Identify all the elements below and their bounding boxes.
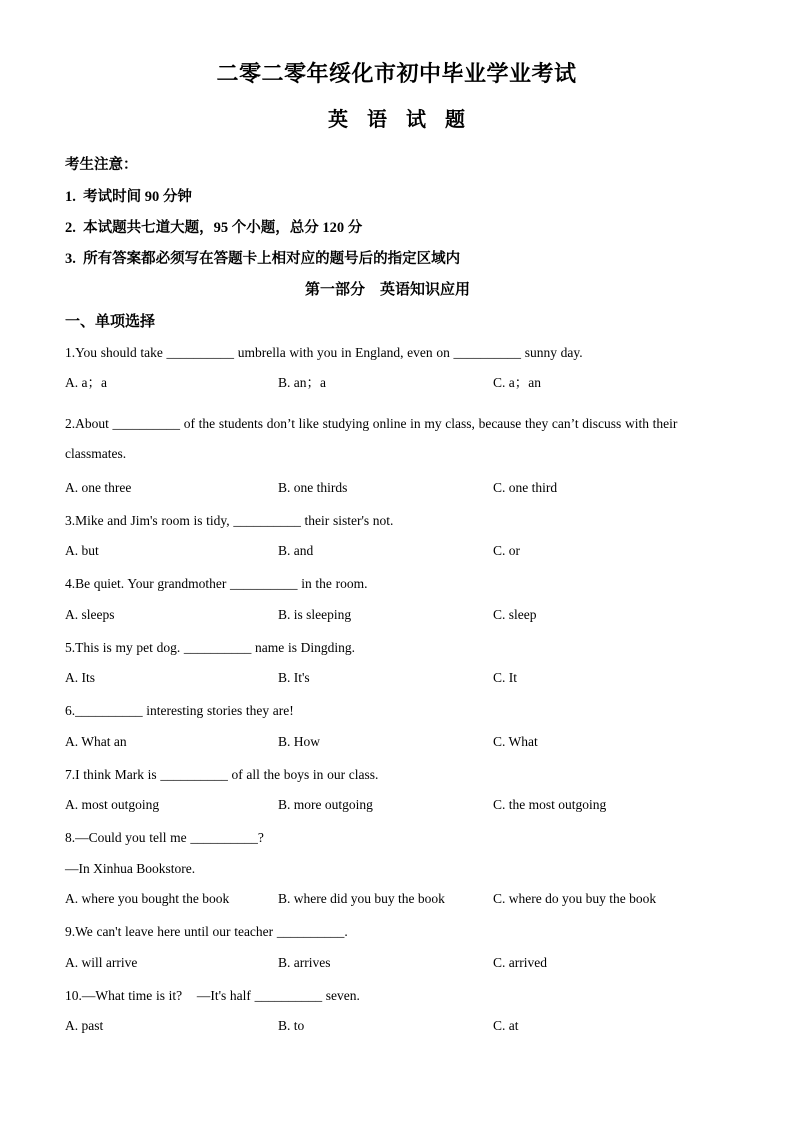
- question-options: [65, 1019, 728, 1033]
- question-item: [65, 831, 728, 906]
- option-b[interactable]: B. is sleeping: [278, 606, 352, 622]
- option-a[interactable]: A. will arrive: [65, 954, 138, 970]
- option-b[interactable]: B. arrives: [278, 954, 331, 970]
- option-c[interactable]: C. What: [493, 733, 538, 749]
- option-b[interactable]: B. and: [278, 543, 314, 559]
- option-b[interactable]: B. one thirds: [278, 479, 348, 495]
- part-one-heading: 第一部分 英语知识应用: [305, 281, 471, 298]
- section-heading-multiple-choice: 一、单项选择: [65, 313, 156, 330]
- option-b[interactable]: B. more outgoing: [278, 797, 373, 813]
- question-options: [65, 798, 728, 812]
- option-a[interactable]: A. but: [65, 543, 99, 559]
- page-subtitle: 英 语 试 题: [328, 109, 472, 132]
- question-stem: 6.__________ interesting stories they are!: [65, 703, 294, 719]
- option-c[interactable]: C. the most outgoing: [493, 797, 607, 813]
- question-stem: 1.You should take __________ umbrella with you in England, even on __________ sunny day.: [65, 344, 583, 360]
- option-a[interactable]: A. where you bought the book: [65, 891, 230, 907]
- option-c[interactable]: C. where do you buy the book: [493, 891, 657, 907]
- question-options: [65, 608, 728, 622]
- question-options: [65, 892, 728, 906]
- question-stem: 7.I think Mark is __________ of all the boys in our class.: [65, 766, 379, 782]
- question-item: [65, 989, 728, 1033]
- option-b[interactable]: B. where did you buy the book: [278, 891, 445, 907]
- question-item: [65, 925, 728, 969]
- question-stem: 5.This is my pet dog. __________ name is Dingding.: [65, 639, 356, 655]
- question-options: [65, 376, 728, 390]
- option-a[interactable]: A. sleeps: [65, 606, 115, 622]
- page-title: 二零二零年绥化市初中毕业学业考试: [216, 61, 577, 86]
- option-c[interactable]: C. one third: [493, 479, 558, 495]
- option-b[interactable]: B. to: [278, 1018, 305, 1034]
- question-stem: 8.—Could you tell me __________?: [65, 830, 264, 846]
- question-list: [65, 346, 728, 1033]
- option-b[interactable]: B. an；a: [278, 375, 326, 391]
- option-a[interactable]: A. one three: [65, 479, 132, 495]
- notice-item-2: 2. 本试题共七道大题，95 个小题，总分 120 分: [65, 219, 363, 236]
- option-b[interactable]: B. How: [278, 733, 321, 749]
- notice-item-1: 1. 考试时间 90 分钟: [65, 188, 192, 205]
- question-options: [65, 956, 728, 970]
- notice-item-3: 3. 所有答案都必须写在答题卡上相对应的题号后的指定区域内: [65, 250, 461, 267]
- option-c[interactable]: C. arrived: [493, 954, 547, 970]
- question-item: [65, 514, 728, 558]
- question-item: [65, 768, 728, 812]
- question-item: [65, 346, 728, 390]
- question-options: [65, 735, 728, 749]
- candidate-notice-block: [65, 158, 728, 266]
- option-c[interactable]: C. a；an: [493, 375, 541, 391]
- question-stem: 4.Be quiet. Your grandmother __________ in the room.: [65, 576, 368, 592]
- question-options: [65, 671, 728, 685]
- option-a[interactable]: A. a；a: [65, 375, 107, 391]
- option-a[interactable]: A. Its: [65, 670, 95, 686]
- option-c[interactable]: C. or: [493, 543, 520, 559]
- option-a[interactable]: A. past: [65, 1018, 104, 1034]
- question-item: [65, 704, 728, 748]
- question-stem: 9.We can't leave here until our teacher __________.: [65, 924, 348, 940]
- question-item: [65, 409, 728, 494]
- option-c[interactable]: C. at: [493, 1018, 519, 1034]
- option-c[interactable]: C. sleep: [493, 606, 537, 622]
- question-item: [65, 641, 728, 685]
- question-stem: 2.About __________ of the students don’t like studying online in my class, because they can’t discuss with their classmates.: [65, 416, 682, 461]
- question-options: [65, 544, 728, 558]
- question-reply-line: —In Xinhua Bookstore.: [65, 860, 196, 876]
- question-options: [65, 481, 728, 495]
- notice-heading: 考生注意：: [65, 157, 138, 174]
- question-stem: 10.—What time is it? —It's half __________ seven.: [65, 987, 360, 1003]
- option-c[interactable]: C. It: [493, 670, 518, 686]
- option-a[interactable]: A. most outgoing: [65, 797, 160, 813]
- question-stem: 3.Mike and Jim's room is tidy, __________ their sister's not.: [65, 512, 394, 528]
- question-item: [65, 577, 728, 621]
- option-b[interactable]: B. It's: [278, 670, 310, 686]
- option-a[interactable]: A. What an: [65, 733, 127, 749]
